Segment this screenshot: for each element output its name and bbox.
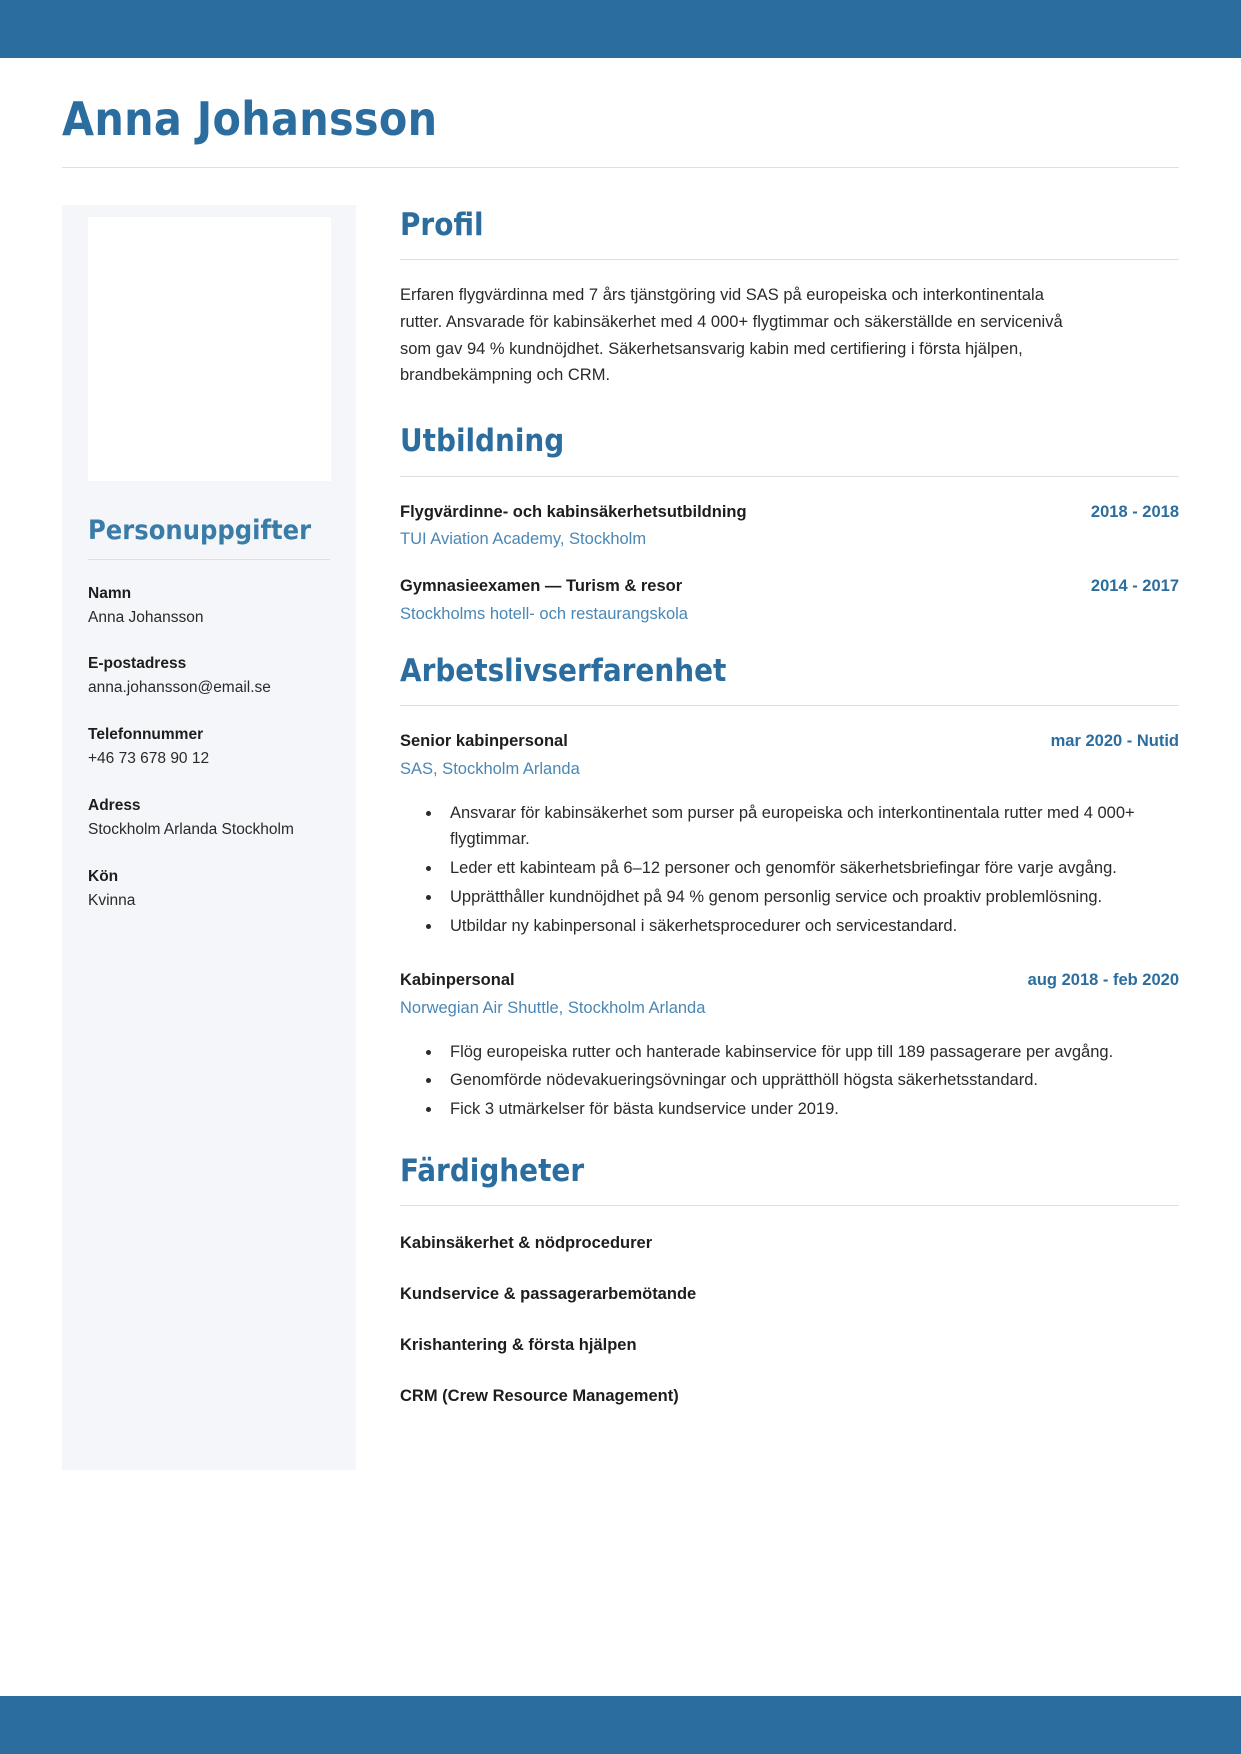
skill-item: Kundservice & passagerarbemötande <box>400 1285 697 1303</box>
experience-entry-list <box>400 730 1179 1122</box>
page-top-bar <box>0 0 1241 58</box>
experience-bullet-list <box>400 1039 1179 1123</box>
education-institution: TUI Aviation Academy, Stockholm <box>400 530 647 549</box>
section-divider <box>400 476 1179 477</box>
section-experience <box>400 653 1179 1123</box>
personal-field-address <box>88 794 330 843</box>
sidebar <box>62 205 356 1470</box>
section-education <box>400 423 1179 627</box>
personal-field-namn <box>88 582 330 631</box>
section-profile <box>400 207 1179 390</box>
skill-item: Kabinsäkerhet & nödprocedurer <box>400 1233 653 1252</box>
field-label: Telefonnummer <box>88 726 204 744</box>
section-heading-education: Utbildning <box>400 423 565 460</box>
field-label: Kön <box>88 867 119 885</box>
page-bottom-bar <box>0 1696 1241 1754</box>
personal-field-phone <box>88 723 330 772</box>
experience-job-title: Senior kabinpersonal <box>400 732 568 751</box>
resume-columns <box>62 205 1179 1470</box>
experience-entry <box>400 969 1179 1122</box>
section-divider <box>400 1205 1179 1206</box>
education-institution: Stockholms hotell- och restaurangskola <box>400 604 688 623</box>
education-date: 2018 - 2018 <box>1090 502 1179 521</box>
education-title: Flygvärdinne- och kabinsäkerhetsutbildning <box>400 502 747 521</box>
profile-summary-text: Erfaren flygvärdinna med 7 års tjänstgöring vid SAS på europeiska och interkontinentala rutter. Ansvarade för kabinsäkerhet med 4 000+ flygtimmar och säkerställde en servicenivå som gav 94 % kundnöjdhet. Säkerhetsansvarig kabin med certifiering i första hjälpen, brandbekämpning och CRM. <box>400 285 1063 385</box>
education-title: Gymnasieexamen — Turism & resor <box>400 576 683 595</box>
experience-date: aug 2018 - feb 2020 <box>1027 971 1179 990</box>
section-heading-profile: Profil <box>400 206 484 243</box>
experience-employer: Norwegian Air Shuttle, Stockholm Arlanda <box>400 999 706 1018</box>
experience-entry <box>400 730 1179 939</box>
section-heading-skills: Färdigheter <box>400 1152 585 1189</box>
experience-entry-header <box>400 730 1179 754</box>
sidebar-heading-divider <box>88 559 330 560</box>
profile-photo-placeholder <box>88 217 331 481</box>
experience-bullet-list <box>400 800 1179 940</box>
field-value: +46 73 678 90 12 <box>88 750 210 768</box>
experience-employer: SAS, Stockholm Arlanda <box>400 760 580 779</box>
resume-page <box>0 58 1241 1696</box>
main-content <box>356 205 1179 1437</box>
field-label: Adress <box>88 797 141 815</box>
experience-bullet: • Leder ett kabinteam på 6–12 personer och genomför säkerhetsbriefingar före varje avgång. <box>442 855 1179 882</box>
experience-bullet: • Utbildar ny kabinpersonal i säkerhetsprocedurer och servicestandard. <box>442 913 1179 940</box>
sidebar-heading-personal-details: Personuppgifter <box>88 514 312 546</box>
skills-list <box>400 1232 1179 1408</box>
section-divider <box>400 705 1179 706</box>
experience-job-title: Kabinpersonal <box>400 971 515 990</box>
education-entry <box>400 501 1179 553</box>
name-block <box>62 58 1179 178</box>
experience-bullet: • Upprätthåller kundnöjdhet på 94 % genom personlig service och proaktiv problemlösning. <box>442 884 1179 911</box>
field-value: anna.johansson@email.se <box>88 679 271 697</box>
skill-item: CRM (Crew Resource Management) <box>400 1387 679 1406</box>
experience-bullet: • Fick 3 utmärkelser för bästa kundservice under 2019. <box>442 1096 1179 1123</box>
education-date: 2014 - 2017 <box>1090 576 1179 595</box>
experience-entry-header <box>400 969 1179 993</box>
section-skills <box>400 1153 1179 1409</box>
education-entry-list <box>400 501 1179 628</box>
page-title: Anna Johansson <box>62 92 438 146</box>
education-entry-header <box>400 575 1179 599</box>
experience-bullet: • Flög europeiska rutter och hanterade kabinservice för upp till 189 passagerare per avgång. <box>442 1039 1179 1066</box>
field-value: Kvinna <box>88 891 136 909</box>
education-entry-header <box>400 501 1179 525</box>
field-label: Namn <box>88 584 132 602</box>
education-entry <box>400 575 1179 627</box>
field-value: Stockholm Arlanda Stockholm <box>88 821 294 839</box>
field-label: E-postadress <box>88 655 187 673</box>
skill-item: Krishantering & första hjälpen <box>400 1336 637 1355</box>
name-divider <box>62 167 1179 168</box>
experience-date: mar 2020 - Nutid <box>1050 732 1179 751</box>
experience-bullet: • Ansvarar för kabinsäkerhet som purser på europeiska och interkontinentala rutter med 4 000+ flygtimmar. <box>442 800 1179 853</box>
section-divider <box>400 259 1179 260</box>
field-value: Anna Johansson <box>88 608 204 626</box>
personal-field-gender <box>88 865 330 914</box>
personal-field-email <box>88 652 330 701</box>
experience-bullet: • Genomförde nödevakueringsövningar och upprätthöll högsta säkerhetsstandard. <box>442 1067 1179 1094</box>
section-heading-experience: Arbetslivserfarenhet <box>400 653 727 690</box>
